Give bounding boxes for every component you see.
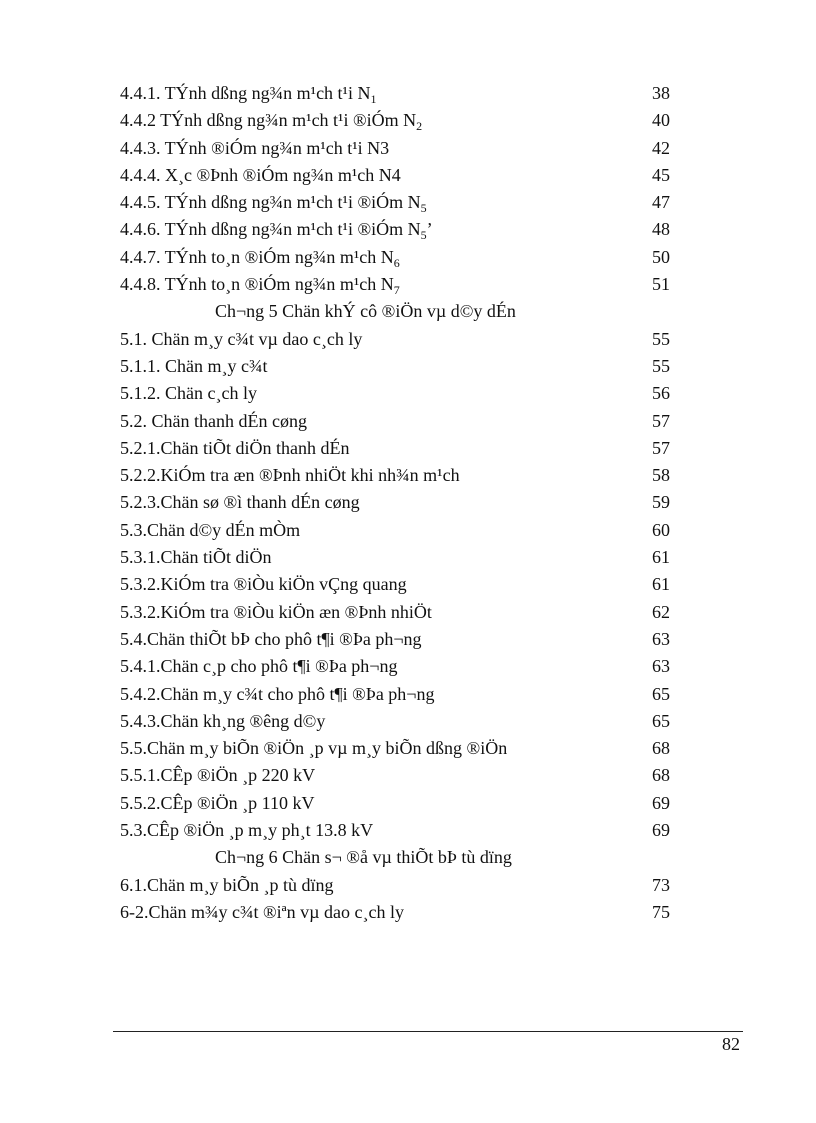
toc-entry-page: 57: [652, 410, 670, 431]
toc-entry-title: [120, 244, 400, 271]
toc-entry: [0, 271, 816, 298]
toc-entry: [0, 107, 816, 134]
toc-entry-text: 5.3.2.KiÓm tra ®iÒu kiÖn æn ®Þnh nhiÖt: [120, 601, 432, 622]
toc-entry: [0, 626, 816, 653]
toc-entry-text: 5.4.1.Chän c¸p cho phô t¶i ®Þa ph¬ng: [120, 656, 398, 677]
toc-entry-page: 65: [652, 710, 670, 731]
toc-entry-title: [120, 271, 400, 298]
toc-entry-page: 63: [652, 656, 670, 677]
toc-entry-page: 38: [652, 83, 670, 103]
toc-entry-page: 45: [652, 164, 670, 185]
toc-entry-page: 68: [652, 738, 670, 759]
toc-entry-title: [120, 107, 422, 134]
toc-entry-text: 5.3.2.KiÓm tra ®iÒu kiÖn vÇng quang: [120, 574, 407, 595]
toc-entry-title: [120, 162, 401, 189]
toc-entry-subscript: 1: [370, 92, 377, 106]
toc-entry: [0, 899, 816, 926]
toc-entry: [0, 326, 816, 353]
toc-entry-title: [120, 435, 349, 462]
toc-entry-title: [120, 681, 434, 708]
toc-entry-page: 48: [652, 219, 670, 240]
toc-entry: [0, 353, 816, 380]
toc-entry: [0, 135, 816, 162]
toc-entry-text: 5.1.1. Chän m¸y c¾t: [120, 355, 268, 376]
toc-entry-text: 5.5.2.CÊp ®iÖn ¸p 110 kV: [120, 792, 315, 813]
toc-entry-title: [120, 653, 397, 680]
toc-entry-text: 5.2.2.KiÓm tra æn ®Þnh nhiÖt khi nh¾n m¹ch: [120, 465, 460, 486]
toc-entry: [0, 599, 816, 626]
chapter-heading: [0, 298, 816, 325]
toc-entry: [0, 872, 816, 899]
toc-entry: [0, 517, 816, 544]
toc-entry-text: 5.1. Chän m¸y c¾t vµ dao c¸ch ly: [120, 328, 363, 349]
toc-entry: [0, 489, 816, 516]
toc-entry-text: 5.2. Chän thanh dÉn cøng: [120, 410, 307, 431]
toc-entry-subscript: 7: [393, 283, 400, 298]
toc-entry-page: 68: [652, 765, 670, 786]
toc-entry-text: Ch¬ng 6 Chän s¬ ®å vµ thiÕt bÞ tù dïng: [215, 847, 512, 868]
toc-entry-page: 59: [652, 492, 670, 513]
toc-entry-title: [120, 489, 360, 516]
toc-entry-title: [120, 790, 315, 817]
toc-entry-text: 5.4.2.Chän m¸y c¾t cho phô t¶i ®Þa ph¬ng: [120, 683, 435, 704]
toc-entry-title: [120, 353, 267, 380]
toc-entry-title: [120, 216, 433, 243]
toc-entry: [0, 462, 816, 489]
toc-entry: [0, 735, 816, 762]
toc-entry-page: 57: [652, 437, 670, 458]
toc-entry-page: 42: [652, 137, 670, 158]
toc-entry: [0, 216, 816, 243]
toc-entry-text: 5.3.Chän d©y dÉn mÒm: [120, 519, 301, 540]
toc-entry-text: 5.5.1.CÊp ®iÖn ¸p 220 kV: [120, 765, 316, 786]
toc-entry-text: 6-2.Chän m¾y c¾t ®iªn vµ dao c¸ch ly: [120, 901, 404, 922]
footer-page-number: 82: [722, 1034, 740, 1054]
toc-entry: [0, 380, 816, 407]
toc-entry-title: [120, 189, 427, 216]
toc-entry-title: [215, 844, 512, 871]
toc-entry-text: 4.4.2 TÝnh dßng ng¾n m¹ch t¹i ®iÓm N: [120, 110, 417, 131]
toc-entry-text: 4.4.1. TÝnh dßng ng¾n m¹ch t¹i N: [120, 83, 371, 103]
toc-entry-text: 5.4.3.Chän kh¸ng ®êng d©y: [120, 710, 326, 731]
toc-entry-page: 60: [652, 519, 670, 540]
toc-entry-text: 4.4.5. TÝnh dßng ng¾n m¹ch t¹i ®iÓm N: [120, 192, 421, 213]
toc-entry-page: 61: [652, 547, 670, 568]
toc-entry-text: 6.1.Chän m¸y biÕn ¸p tù dïng: [120, 874, 334, 895]
toc-entry-title: [120, 762, 315, 789]
toc-entry-title: [120, 408, 307, 435]
toc-entry: [0, 571, 816, 598]
toc-entry-title: [120, 326, 362, 353]
toc-entry-title: [120, 544, 272, 571]
toc-entry-title: [120, 462, 460, 489]
toc-entry: [0, 408, 816, 435]
toc-entry-text: 5.4.Chän thiÕt bÞ cho phô t¶i ®Þa ph¬ng: [120, 628, 422, 649]
toc-entry-subscript: 2: [416, 119, 423, 134]
toc-entry-text: 5.2.1.Chän tiÕt diÖn thanh dÉn: [120, 437, 350, 458]
toc-entry-page: 73: [652, 874, 670, 895]
toc-entry-page: 61: [652, 574, 670, 595]
toc-entry-text: 4.4.3. TÝnh ®iÓm ng¾n m¹ch t¹i N3: [120, 137, 390, 158]
toc-entry: [0, 244, 816, 271]
toc-entry-text: 5.3.CÊp ®iÖn ¸p m¸y ph¸t 13.8 kV: [120, 820, 374, 841]
toc-entry-page: 47: [652, 192, 670, 213]
toc-entry-page: 50: [652, 246, 670, 267]
footer-rule: [113, 1031, 743, 1032]
toc-entry-subscript: 5: [420, 201, 427, 216]
toc-entry-page: 69: [652, 792, 670, 813]
toc-entry-title: [120, 899, 404, 926]
toc-entry: [0, 653, 816, 680]
toc-entry: [0, 189, 816, 216]
toc-entry-text: 4.4.6. TÝnh dßng ng¾n m¹ch t¹i ®iÓm N: [120, 219, 421, 240]
toc-entry-text: 4.4.8. TÝnh to¸n ®iÓm ng¾n m¹ch N: [120, 274, 394, 295]
toc-entry-page: 62: [652, 601, 670, 622]
toc-entry-title: [120, 817, 373, 844]
toc-entry-title: [120, 80, 376, 107]
toc-entry: [0, 708, 816, 735]
toc-entry: [0, 435, 816, 462]
toc-entry: [0, 544, 816, 571]
toc-entry-page: 40: [652, 110, 670, 131]
toc-entry: [0, 817, 816, 844]
toc-entry-text: 5.3.1.Chän tiÕt diÖn: [120, 547, 272, 568]
toc-entry-page: 75: [652, 901, 670, 922]
toc-entry-title: [120, 872, 334, 899]
toc-entry-title: [120, 708, 325, 735]
toc-entry-page: 55: [652, 355, 670, 376]
toc-entry: [0, 790, 816, 817]
toc-entry-title: [120, 380, 257, 407]
toc-entry: [0, 80, 816, 107]
toc-entry-page: 58: [652, 465, 670, 486]
toc-entry-title: [120, 599, 432, 626]
toc-entry-text: 5.5.Chän m¸y biÕn ®iÖn ¸p vµ m¸y biÕn dßng ®iÖn: [120, 738, 508, 759]
toc-entry: [0, 162, 816, 189]
toc-entry-page: 69: [652, 820, 670, 841]
toc-entry-text: 5.2.3.Chän sø ®ì thanh dÉn cøng: [120, 492, 360, 513]
toc-entry-page: 65: [652, 683, 670, 704]
toc-entry-text: 4.4.7. TÝnh to¸n ®iÓm ng¾n m¹ch N: [120, 246, 394, 267]
toc-entry-page: 56: [652, 383, 670, 404]
toc-entry-text: 4.4.4. X¸c ®Þnh ®iÓm ng¾n m¹ch N4: [120, 164, 401, 185]
toc-entry-title: [120, 571, 407, 598]
toc-entry-title: [120, 735, 507, 762]
table-of-contents: [0, 80, 816, 926]
toc-entry-page: 55: [652, 328, 670, 349]
toc-entry-page: 51: [652, 274, 670, 295]
toc-entry-title: [120, 517, 300, 544]
toc-entry: [0, 762, 816, 789]
toc-entry-title: [120, 626, 421, 653]
toc-entry-subscript: 6: [393, 255, 400, 270]
toc-entry-page: 63: [652, 628, 670, 649]
toc-entry: [0, 681, 816, 708]
toc-entry-text: Ch¬ng 5 Chän khÝ cô ®iÖn vµ d©y dÉn: [215, 301, 516, 322]
toc-entry-title: [215, 298, 516, 325]
chapter-heading: [0, 844, 816, 871]
toc-entry-subscript: 5: [420, 228, 427, 243]
toc-entry-suffix: ’: [426, 219, 433, 240]
toc-entry-text: 5.1.2. Chän c¸ch ly: [120, 383, 257, 404]
toc-entry-title: [120, 135, 389, 162]
